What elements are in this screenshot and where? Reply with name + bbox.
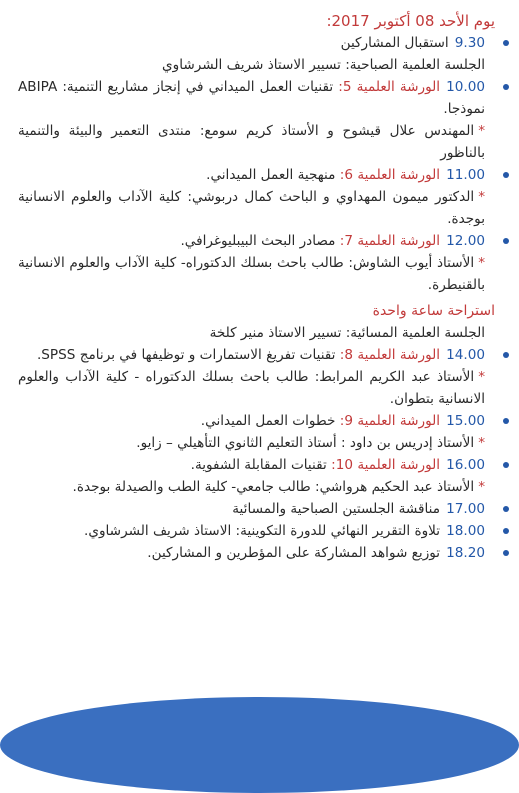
bullet-icon [503,238,509,244]
item-time: 10.00 [446,79,485,95]
workshop-label: الورشة العلمية 5: [333,79,441,95]
bullet-icon [503,528,509,534]
speaker-line [18,252,495,296]
item-time: 16.00 [446,457,485,473]
day-title: يوم الأحد 08 أكتوبر 2017: [326,12,495,30]
item-text: مناقشة الجلستين الصباحية والمسائية [232,501,441,517]
speaker-text: الأستاذ عبد الكريم المرابط: طالب باحث بسلك الدكتوراه - كلية الآداب والعلوم الانسانية بتطوان. [18,369,485,407]
item-text: تقنيات تفريغ الاستمارات و توظيفها في برنامج SPSS. [36,347,336,363]
item-time: 12.00 [446,233,485,249]
speaker-line [18,366,495,410]
bullet-icon [503,550,509,556]
session-heading: الجلسة العلمية الصباحية: تسيير الاستاذ شريف الشرشاوي [162,57,485,73]
program-item [18,164,495,186]
speaker-text: الأستاذ عبد الحكيم هرواشي: طالب جامعي- كلية الطب والصيدلة بوجدة. [72,479,475,495]
program-item [18,410,495,432]
item-time: 11.00 [446,167,485,183]
workshop-label: الورشة العلمية 9: [335,413,441,429]
program-item [18,498,495,520]
item-time: 17.00 [446,501,485,517]
item-text: استقبال المشاركين [340,35,449,51]
item-text: تقنيات المقابلة الشفوية. [190,457,327,473]
bullet-icon [503,506,509,512]
asterisk-icon: * [478,255,485,271]
workshop-label: الورشة العلمية 7: [335,233,441,249]
speaker-text: الأستاذ أيوب الشاوش: طالب باحث بسلك الدكتوراه- كلية الآداب والعلوم الانسانية بالقنيطرة. [18,255,485,293]
bullet-icon [503,40,509,46]
program-item [18,230,495,252]
item-text: تقنيات العمل الميداني في إنجاز مشاريع التنمية: ABIPA نموذجا. [18,79,485,117]
workshop-label: الورشة العلمية 6: [335,167,441,183]
item-text: مصادر البحث البيبليوغرافي. [180,233,336,249]
speaker-line [18,120,495,164]
item-text: تلاوة التقرير النهائي للدورة التكوينية: الاستاذ شريف الشرشاوي. [84,523,441,539]
speaker-text: الأستاذ إدريس بن داود : أستاذ التعليم الثانوي التأهيلي – زايو. [136,435,475,451]
speaker-text: الدكتور ميمون المهداوي و الباحث كمال دربوشي: كلية الآداب والعلوم الانسانية بوجدة. [18,189,485,227]
asterisk-icon: * [478,189,485,205]
program-item [18,76,495,120]
asterisk-icon: * [478,369,485,385]
bullet-icon [503,172,509,178]
asterisk-icon: * [478,479,485,495]
workshop-label: الورشة العلمية 10: [326,457,441,473]
asterisk-icon: * [478,435,485,451]
bullet-icon [503,462,509,468]
program-item [18,542,495,564]
bullet-icon [503,418,509,424]
item-text: خطوات العمل الميداني. [200,413,336,429]
session-heading: الجلسة العلمية المسائية: تسيير الاستاذ منير كلخة [209,325,485,341]
bullet-icon [503,352,509,358]
item-time: 15.00 [446,413,485,429]
item-time: 18.00 [446,523,485,539]
asterisk-icon: * [478,123,485,139]
speaker-line [18,432,495,454]
item-text: توزيع شواهد المشاركة على المؤطرين و المشاركين. [147,545,441,561]
item-time: 14.00 [446,347,485,363]
speaker-line [18,476,495,498]
item-time: 9.30 [454,35,485,51]
program-item [18,32,495,54]
workshop-label: الورشة العلمية 8: [335,347,441,363]
speaker-text: المهندس علال قيشوح و الأستاذ كريم سومع: منتدى التعمير والبيئة والتنمية بالناظور [18,123,485,161]
bullet-icon [503,84,509,90]
footer-decoration [0,697,519,793]
program-item [18,454,495,476]
item-text: منهجية العمل الميداني. [206,167,336,183]
program-list [18,32,495,564]
item-time: 18.20 [446,545,485,561]
program-item [18,344,495,366]
program-item [18,520,495,542]
break-heading: استراحة ساعة واحدة [372,303,495,319]
speaker-line [18,186,495,230]
